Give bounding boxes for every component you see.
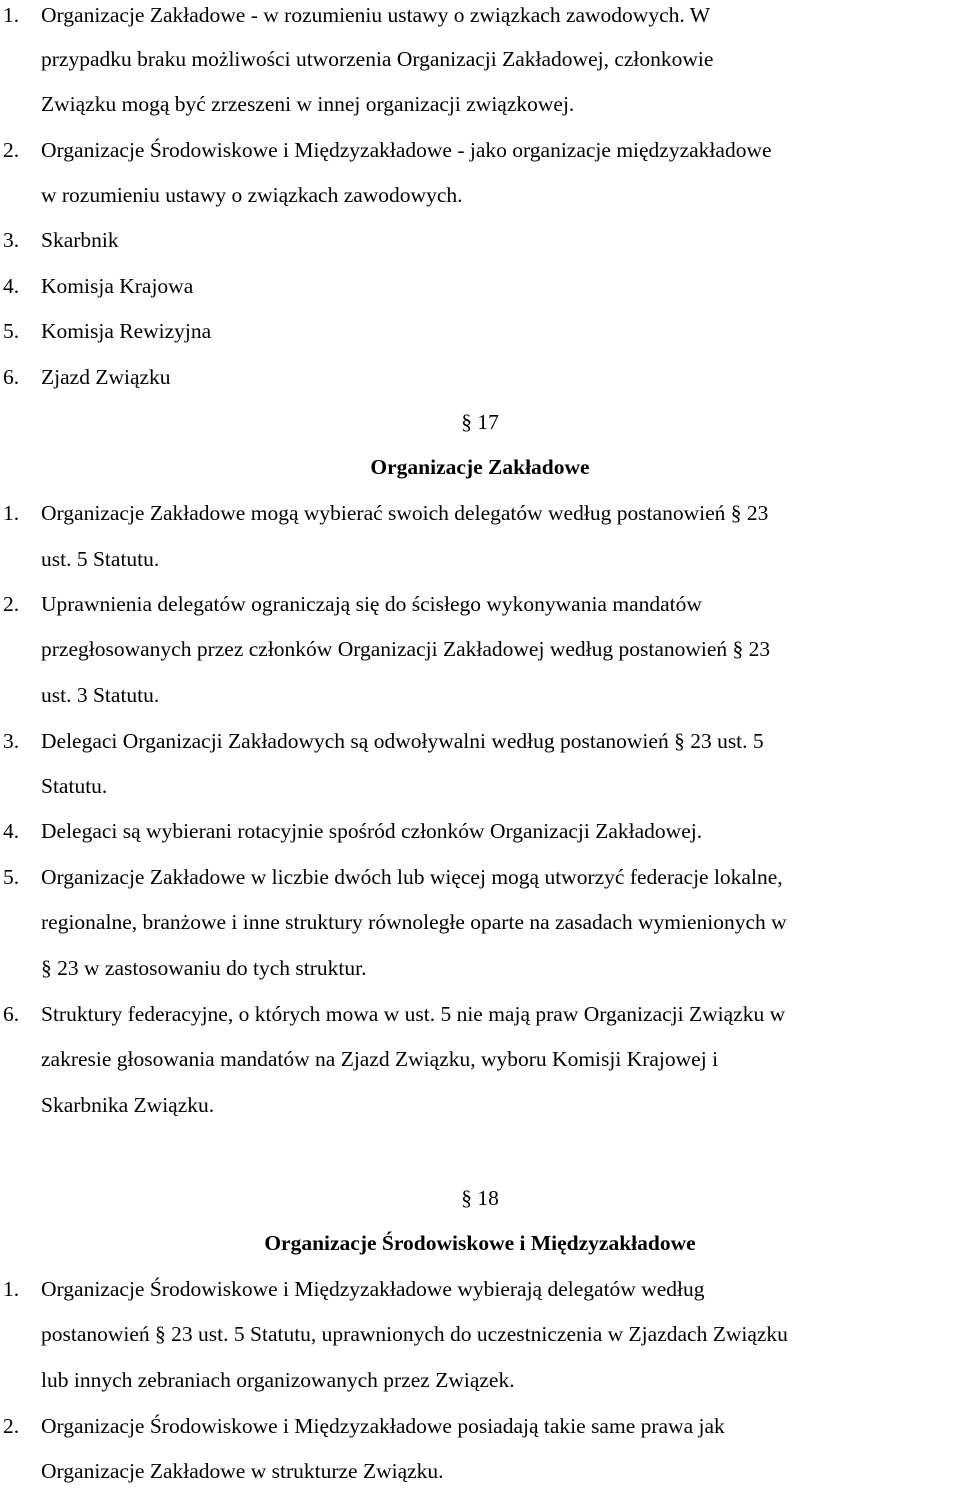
item-number: 4. [3, 274, 20, 298]
item-number: 1. [3, 3, 20, 27]
item-number: 1. [3, 501, 20, 525]
section-number: § 18 [461, 1186, 499, 1210]
item-number: 2. [3, 592, 20, 616]
item-text-line: Organizacje Zakładowe - w rozumieniu ustawy o związkach zawodowych. W [41, 3, 711, 27]
item-text-line: Statutu. [41, 774, 108, 798]
item-number: 1. [3, 1277, 20, 1301]
item-text-line: Związku mogą być zrzeszeni w innej organizacji związkowej. [41, 92, 575, 116]
item-text-line: Delegaci Organizacji Zakładowych są odwoływalni według postanowień § 23 ust. 5 [41, 729, 764, 753]
item-text-line: Organizacje Zakładowe mogą wybierać swoich delegatów według postanowień § 23 [41, 501, 769, 525]
item-number: 2. [3, 138, 20, 162]
item-text-line: przegłosowanych przez członków Organizacji Zakładowej według postanowień § 23 [41, 637, 771, 661]
item-number: 3. [3, 729, 20, 753]
item-number: 3. [3, 228, 20, 252]
item-number: 5. [3, 865, 20, 889]
item-number: 4. [3, 819, 20, 843]
item-text-line: Skarbnik [41, 228, 119, 252]
item-text-line: § 23 w zastosowaniu do tych struktur. [41, 956, 367, 980]
item-text-line: Uprawnienia delegatów ograniczają się do ścisłego wykonywania mandatów [41, 592, 702, 616]
item-text-line: postanowień § 23 ust. 5 Statutu, uprawnionych do uczestniczenia w Zjazdach Związku [41, 1322, 788, 1346]
item-text-line: Komisja Rewizyjna [41, 319, 212, 343]
section-title: Organizacje Zakładowe [370, 455, 590, 479]
item-text-line: Organizacje Środowiskowe i Międzyzakładowe posiadają takie same prawa jak [41, 1414, 725, 1438]
item-text-line: przypadku braku możliwości utworzenia Organizacji Zakładowej, członkowie [41, 47, 714, 71]
item-text-line: ust. 5 Statutu. [41, 547, 160, 571]
item-text-line: Organizacje Środowiskowe i Międzyzakładowe - jako organizacje międzyzakładowe [41, 138, 772, 162]
item-number: 2. [3, 1414, 20, 1438]
item-number: 6. [3, 1002, 20, 1026]
item-number: 5. [3, 319, 20, 343]
item-text-line: Organizacje Zakładowe w strukturze Związku. [41, 1459, 444, 1483]
item-text-line: Zjazd Związku [41, 365, 171, 389]
section-number: § 17 [461, 410, 499, 434]
item-text-line: Organizacje Zakładowe w liczbie dwóch lub więcej mogą utworzyć federacje lokalne, [41, 865, 783, 889]
item-text-line: ust. 3 Statutu. [41, 683, 160, 707]
item-text-line: zakresie głosowania mandatów na Zjazd Związku, wyboru Komisji Krajowej i [41, 1047, 719, 1071]
item-text-line: w rozumieniu ustawy o związkach zawodowych. [41, 183, 463, 207]
item-text-line: regionalne, branżowe i inne struktury równoległe oparte na zasadach wymienionych w [41, 910, 787, 934]
item-number: 6. [3, 365, 20, 389]
item-text-line: Struktury federacyjne, o których mowa w ust. 5 nie mają praw Organizacji Związku w [41, 1002, 786, 1026]
item-text-line: Organizacje Środowiskowe i Międzyzakładowe wybierają delegatów według [41, 1277, 705, 1301]
item-text-line: Komisja Krajowa [41, 274, 194, 298]
item-text-line: Skarbnika Związku. [41, 1093, 215, 1117]
item-text-line: lub innych zebraniach organizowanych przez Związek. [41, 1368, 515, 1392]
section-title: Organizacje Środowiskowe i Międzyzakładowe [264, 1231, 696, 1255]
item-text-line: Delegaci są wybierani rotacyjnie spośród członków Organizacji Zakładowej. [41, 819, 703, 843]
